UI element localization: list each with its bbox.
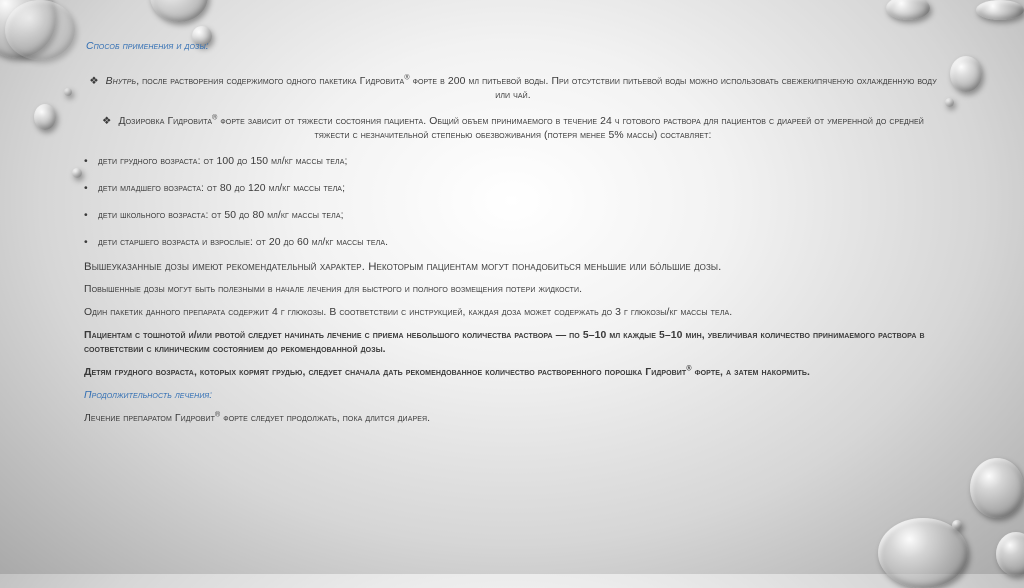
water-drop-decoration [72,168,82,178]
recommendation-text: Вышеуказанные дозы имеют рекомендательный характер. Некоторым пациентам могут понадобиться меньшие или бо́льшие дозы. [84,261,722,273]
water-drop-decoration [950,56,982,92]
breastfed-text: Детям грудного возраста, которых кормят грудью, следует сначала дать рекомендованное количество растворенного порошка Гидровит® форте, а затем накормить. [84,365,810,378]
water-drop-decoration [5,0,75,60]
diamond-bullet-icon: ❖ [102,116,112,127]
water-drop-decoration [970,458,1024,518]
water-drop-decoration [996,532,1024,576]
usage-heading: Способ применения и дозы: [86,41,209,52]
dose-list-item: • дети старшего возраста и взрослые: от 20 до 60 мл/кг массы тела. [84,236,942,250]
instruction-item-dosage: ❖ Дозировка Гидровита® форте зависит от тяжести состояния пациента. Общий объем принимаемого в течение 24 ч готового раствора для пациентов с диареей от умеренной до средней тяжести с незначительной степенью обезвоживания (потеря менее 5% массы) составляет: [102,114,924,141]
dose-list-item: • дети младшего возраста: от 80 до 120 мл/кг массы тела; [84,182,942,196]
duration-heading: Продолжительность лечения: [84,390,213,401]
nausea-text: Пациентам с тошнотой и/или рвотой следует начинать лечение с приема небольшого количества раствора — по 5–10 мл каждые 5–10 мин, увеличивая количество принимаемого раствора в соответствии с клиническим состоянием до рекомендованной дозы. [84,330,925,355]
dose-list-item: • дети грудного возраста: от 100 до 150 мл/кг массы тела; [84,155,942,169]
water-drop-decoration [64,88,72,96]
slide-content [84,40,942,426]
instruction-item-oral: ❖ Внутрь, после растворения содержимого одного пакетика Гидровита® форте в 200 мл питьевой воды. При отсутствии питьевой воды можно использовать свежекипяченую охлажденную воду или чай. [89,74,937,101]
water-drop-decoration [886,0,930,20]
duration-text: Лечение препаратом Гидровит® форте следует продолжать, пока длится диарея. [84,411,431,424]
diamond-bullet-icon: ❖ [89,76,99,87]
water-drop-decoration [150,0,208,22]
glucose-text: Один пакетик данного препарата содержит 4 г глюкозы. В соответствии с инструкцией, каждая доза может содержать до 3 г глюкозы/кг массы тела. [84,307,733,318]
water-drop-decoration [945,98,954,107]
water-drop-decoration [952,520,962,530]
water-drop-decoration [34,104,56,130]
water-drop-decoration [976,0,1024,20]
oral-label: Внутрь [102,76,137,87]
dose-list-item: • дети школьного возраста: от 50 до 80 мл/кг массы тела; [84,209,942,223]
high-doses-text: Повышенные дозы могут быть полезными в начале лечения для быстрого и полного возмещения потери жидкости. [84,284,583,295]
